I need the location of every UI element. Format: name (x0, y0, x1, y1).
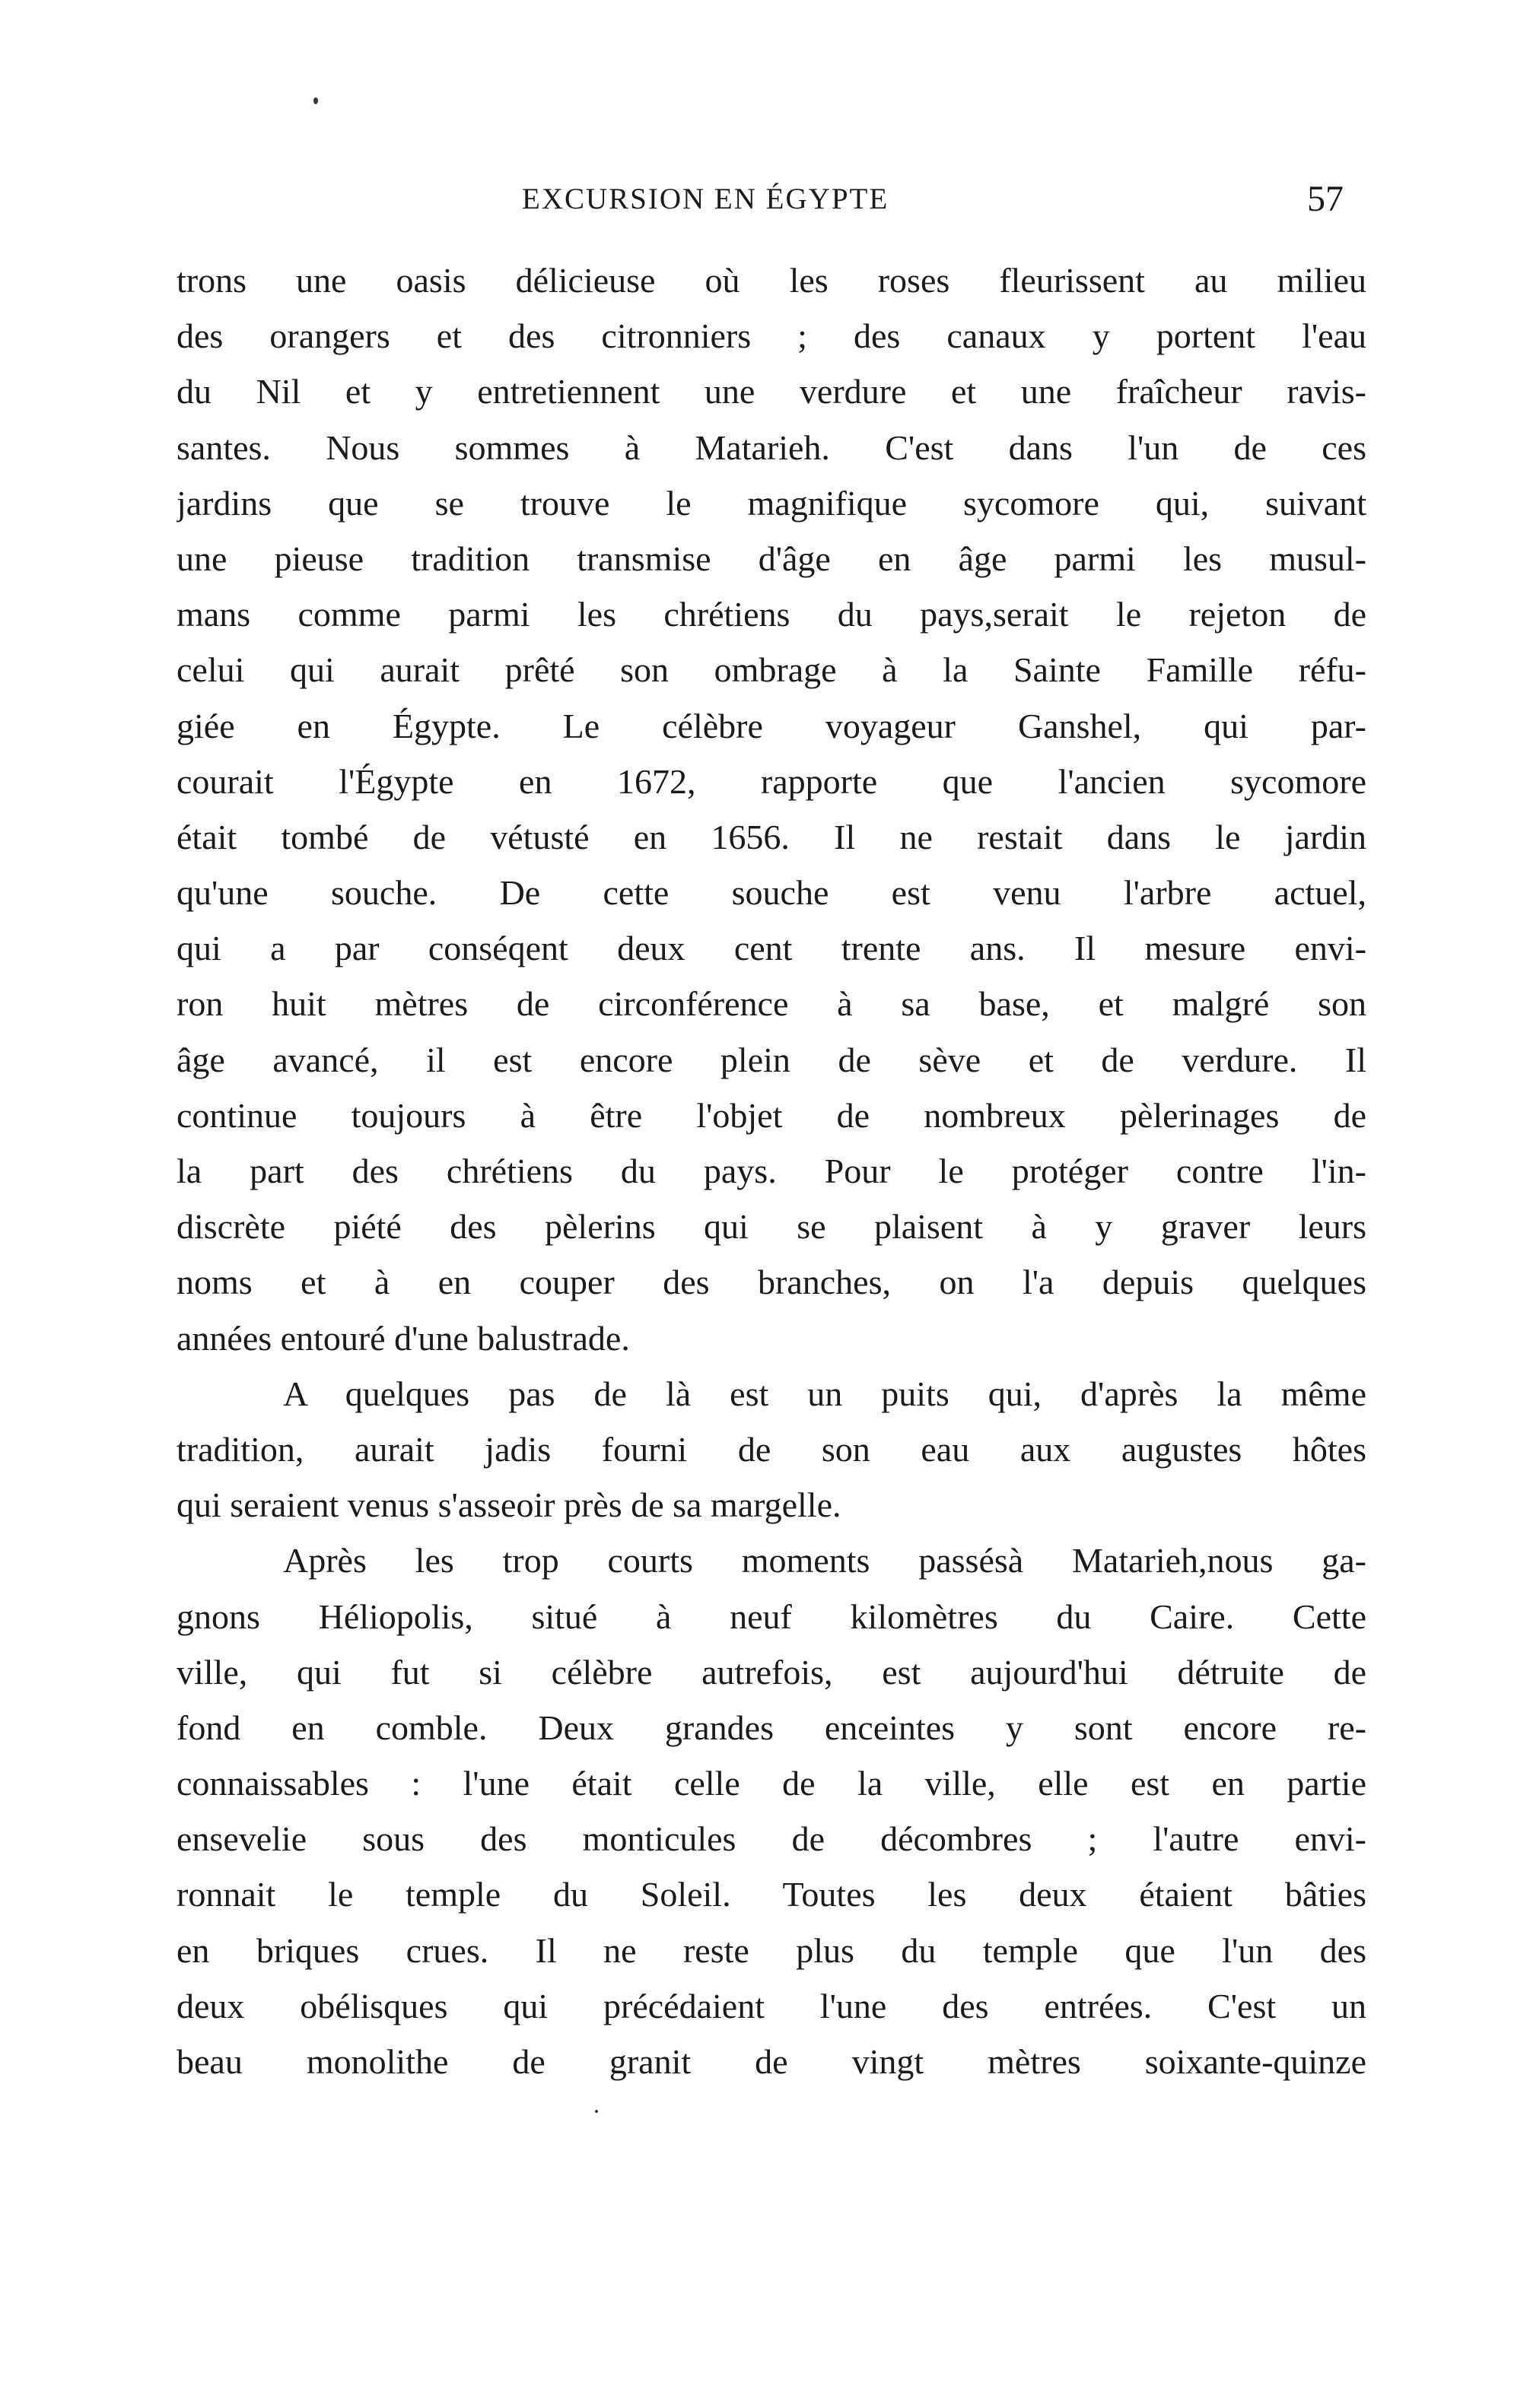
ink-speck (313, 97, 318, 104)
text-line: âge avancé, il est encore plein de sève et de verdure. Il (177, 1040, 1366, 1079)
running-title: EXCURSION EN ÉGYPTE (522, 183, 889, 215)
text-line: des orangers et des citronniers ; des canaux y portent l'eau (177, 316, 1366, 356)
text-line: A quelques pas de là est un puits qui, d'après la même (283, 1374, 1366, 1413)
text-line: ron huit mètres de circonférence à sa base, et malgré son (177, 984, 1366, 1024)
text-line: fond en comble. Deux grandes enceintes y sont encore re- (177, 1708, 1366, 1747)
text-line: trons une oasis délicieuse où les roses fleurissent au milieu (177, 261, 1366, 300)
text-line: courait l'Égypte en 1672, rapporte que l'ancien sycomore (177, 761, 1366, 801)
text-line: tradition, aurait jadis fourni de son eau aux augustes hôtes (177, 1429, 1366, 1469)
paragraph-1 (177, 253, 1366, 1366)
text-line: jardins que se trouve le magnifique sycomore qui, suivant (177, 483, 1366, 523)
text-line: ensevelie sous des monticules de décombres ; l'autre envi- (177, 1819, 1366, 1859)
text-line: ville, qui fut si célèbre autrefois, est aujourd'hui détruite de (177, 1652, 1366, 1692)
text-line: noms et à en couper des branches, on l'a depuis quelques (177, 1263, 1366, 1302)
text-line: mans comme parmi les chrétiens du pays,serait le rejeton de (177, 595, 1366, 634)
text-line: la part des chrétiens du pays. Pour le protéger contre l'in- (177, 1152, 1366, 1190)
text-line: en briques crues. Il ne reste plus du temple que l'un des (177, 1930, 1366, 1970)
text-line: connaissables : l'une était celle de la ville, elle est en partie (177, 1764, 1366, 1803)
running-header (522, 176, 1344, 222)
text-line: santes. Nous sommes à Matarieh. C'est dans l'un de ces (177, 427, 1366, 467)
body-text (177, 253, 1366, 2089)
text-line: ronnait le temple du Soleil. Toutes les deux étaient bâties (177, 1875, 1366, 1914)
text-line: beau monolithe de granit de vingt mètres soixante-quinze (177, 2042, 1366, 2081)
text-line: une pieuse tradition transmise d'âge en âge parmi les musul- (177, 538, 1366, 578)
ink-speck (595, 2110, 598, 2113)
text-line: gnons Héliopolis, situé à neuf kilomètres du Caire. Cette (177, 1596, 1366, 1636)
text-line: celui qui aurait prêté son ombrage à la Sainte Famille réfu- (177, 650, 1366, 690)
text-line: discrète piété des pèlerins qui se plaisent à y graver leurs (177, 1207, 1366, 1247)
text-line: années entouré d'une balustrade. (177, 1318, 630, 1358)
page-number: 57 (1307, 179, 1344, 219)
text-line: du Nil et y entretiennent une verdure et une fraîcheur ravis- (177, 372, 1366, 411)
text-line: qui seraient venus s'asseoir près de sa margelle. (177, 1485, 841, 1525)
text-line: qui a par conséqent deux cent trente ans. Il mesure envi- (177, 929, 1366, 968)
paragraph-2 (177, 1366, 1366, 1533)
text-line: qu'une souche. De cette souche est venu l'arbre actuel, (177, 873, 1366, 913)
text-line: Après les trop courts moments passésà Matarieh,nous ga- (283, 1541, 1366, 1580)
paragraph-3 (177, 1533, 1366, 2089)
text-line: continue toujours à être l'objet de nombreux pèlerinages de (177, 1095, 1366, 1135)
text-line: était tombé de vétusté en 1656. Il ne restait dans le jardin (177, 817, 1366, 856)
text-line: giée en Égypte. Le célèbre voyageur Ganshel, qui par- (177, 706, 1366, 745)
text-line: deux obélisques qui précédaient l'une des entrées. C'est un (177, 1986, 1366, 2025)
